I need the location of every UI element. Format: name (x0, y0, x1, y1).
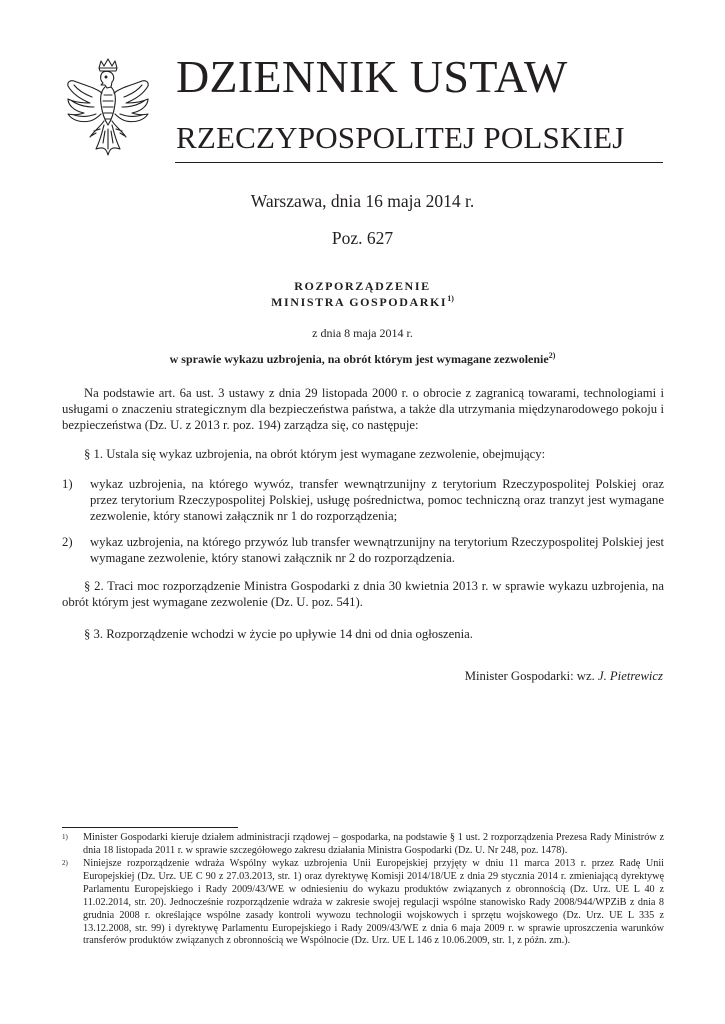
signature-name: J. Pietrewicz (597, 669, 663, 683)
footnote-ref-1: 1) (447, 294, 454, 303)
position-number: Poz. 627 (331, 228, 394, 248)
journal-title: DZIENNIK USTAW (176, 51, 568, 102)
journal-subtitle: RZECZYPOSPOLITEJ POLSKIEJ (176, 120, 625, 155)
list-item-text: wykaz uzbrojenia, na którego wywóz, transfer wewnątrzunijny z terytorium Rzeczypospolitej Polskiej oraz przez terytorium Rzeczypospolitej Polskiej, usługę pośrednictwa, pomoc techniczną oraz tranzyt jest wymagane zezwolenie, który stanowi załącznik nr 1 do rozporządzenia; (90, 477, 664, 523)
act-type-heading: ROZPORZĄDZENIE (294, 279, 431, 293)
list-item (62, 534, 664, 566)
footnote-ref-2: 2) (548, 351, 556, 360)
act-date: z dnia 8 maja 2014 r. (312, 326, 413, 340)
act-subject (0, 351, 725, 367)
list-item-number: 2) (62, 535, 73, 549)
footnote-mark: 2) (62, 859, 68, 867)
footnote-divider (62, 827, 238, 828)
section-2-paragraph: § 2. Traci moc rozporządzenie Ministra Gospodarki z dnia 30 kwietnia 2013 r. w sprawie wykazu uzbrojenia, na obrót którym jest wymagane zezwolenie (Dz. U. poz. 541). (62, 579, 664, 609)
footnote-text: Minister Gospodarki kieruje działem administracji rządowej – gospodarka, na podstawie § 1 ust. 2 rozporządzenia Prezesa Rady Ministrów z dnia 18 listopada 2011 r. w sprawie szczegółowego zakresu działania Ministra Gospodarki (Dz. U. Nr 248, poz. 1478). (83, 832, 664, 856)
list-item-number: 1) (62, 477, 73, 491)
place-and-date: Warszawa, dnia 16 maja 2014 r. (250, 191, 475, 211)
header-divider (175, 162, 663, 163)
footnote-mark: 1) (62, 833, 68, 841)
act-subject-text: w sprawie wykazu uzbrojenia, na obrót którym jest wymagane zezwolenie (169, 352, 549, 366)
preamble-paragraph: Na podstawie art. 6a ust. 3 ustawy z dnia 29 listopada 2000 r. o obrocie z zagranicą towarami, technologiami i usługami o znaczeniu strategicznym dla bezpieczeństwa państwa, a także dla utrzymania międzynarodowego pokoju i bezpieczeństwa (Dz. U. z 2013 r. poz. 194) zarządza się, co następuje: (62, 386, 664, 432)
footnote (62, 832, 664, 858)
section-3-paragraph: § 3. Rozporządzenie wchodzi w życie po upływie 14 dni od dnia ogłoszenia. (84, 627, 473, 641)
list-item (62, 476, 664, 524)
act-issuer-heading (0, 294, 725, 310)
list-item-text: wykaz uzbrojenia, na którego przywóz lub transfer wewnątrzunijny na terytorium Rzeczypospolitej Polskiej jest wymagane zezwolenie, który stanowi załącznik nr 2 do rozporządzenia. (90, 535, 664, 565)
signature-line (465, 668, 663, 684)
footnote (62, 858, 664, 948)
act-issuer-text: MINISTRA GOSPODARKI (271, 295, 448, 309)
section-1-paragraph: § 1. Ustala się wykaz uzbrojenia, na obrót którym jest wymagane zezwolenie, obejmujący: (84, 447, 546, 461)
signature-prefix: Minister Gospodarki: wz. (464, 669, 595, 683)
polish-eagle-emblem-icon (60, 57, 156, 161)
footnote-text: Niniejsze rozporządzenie wdraża Wspólny wykaz uzbrojenia Unii Europejskiej przyjęty w dniu 11 marca 2013 r. przez Radę Unii Europejskiej (Dz. Urz. UE C 90 z 27.03.2013, str. 1) oraz dyrektywę Komisji 2014/18/UE z dnia 29 stycznia 2014 r. zmieniającą dyrektywę Parlamentu Europejskiego i Rady 2009/43/WE w odniesieniu do wykazu produktów związanych z obronnością (Dz. Urz. UE L 40 z 11.02.2014, str. 20). Jednocześnie rozporządzenie wdraża w zakresie swojej regulacji wspólne stanowisko Rady 2008/944/WPZiB z dnia 8 grudnia 2008 r. określające wspólne zasady kontroli wywozu technologii wojskowych i sprzętu wojskowego (Dz. Urz. UE L 335 z 13.12.2008, str. 99) i dyrektywę Parlamentu Europejskiego i Rady 2009/43/WE z dnia 6 maja 2009 r. w sprawie uproszczenia warunków transferów produktów związanych z obronnością we Wspólnocie (Dz. Urz. UE L 146 z 10.06.2009, str. 1, z późn. zm.). (83, 858, 664, 947)
